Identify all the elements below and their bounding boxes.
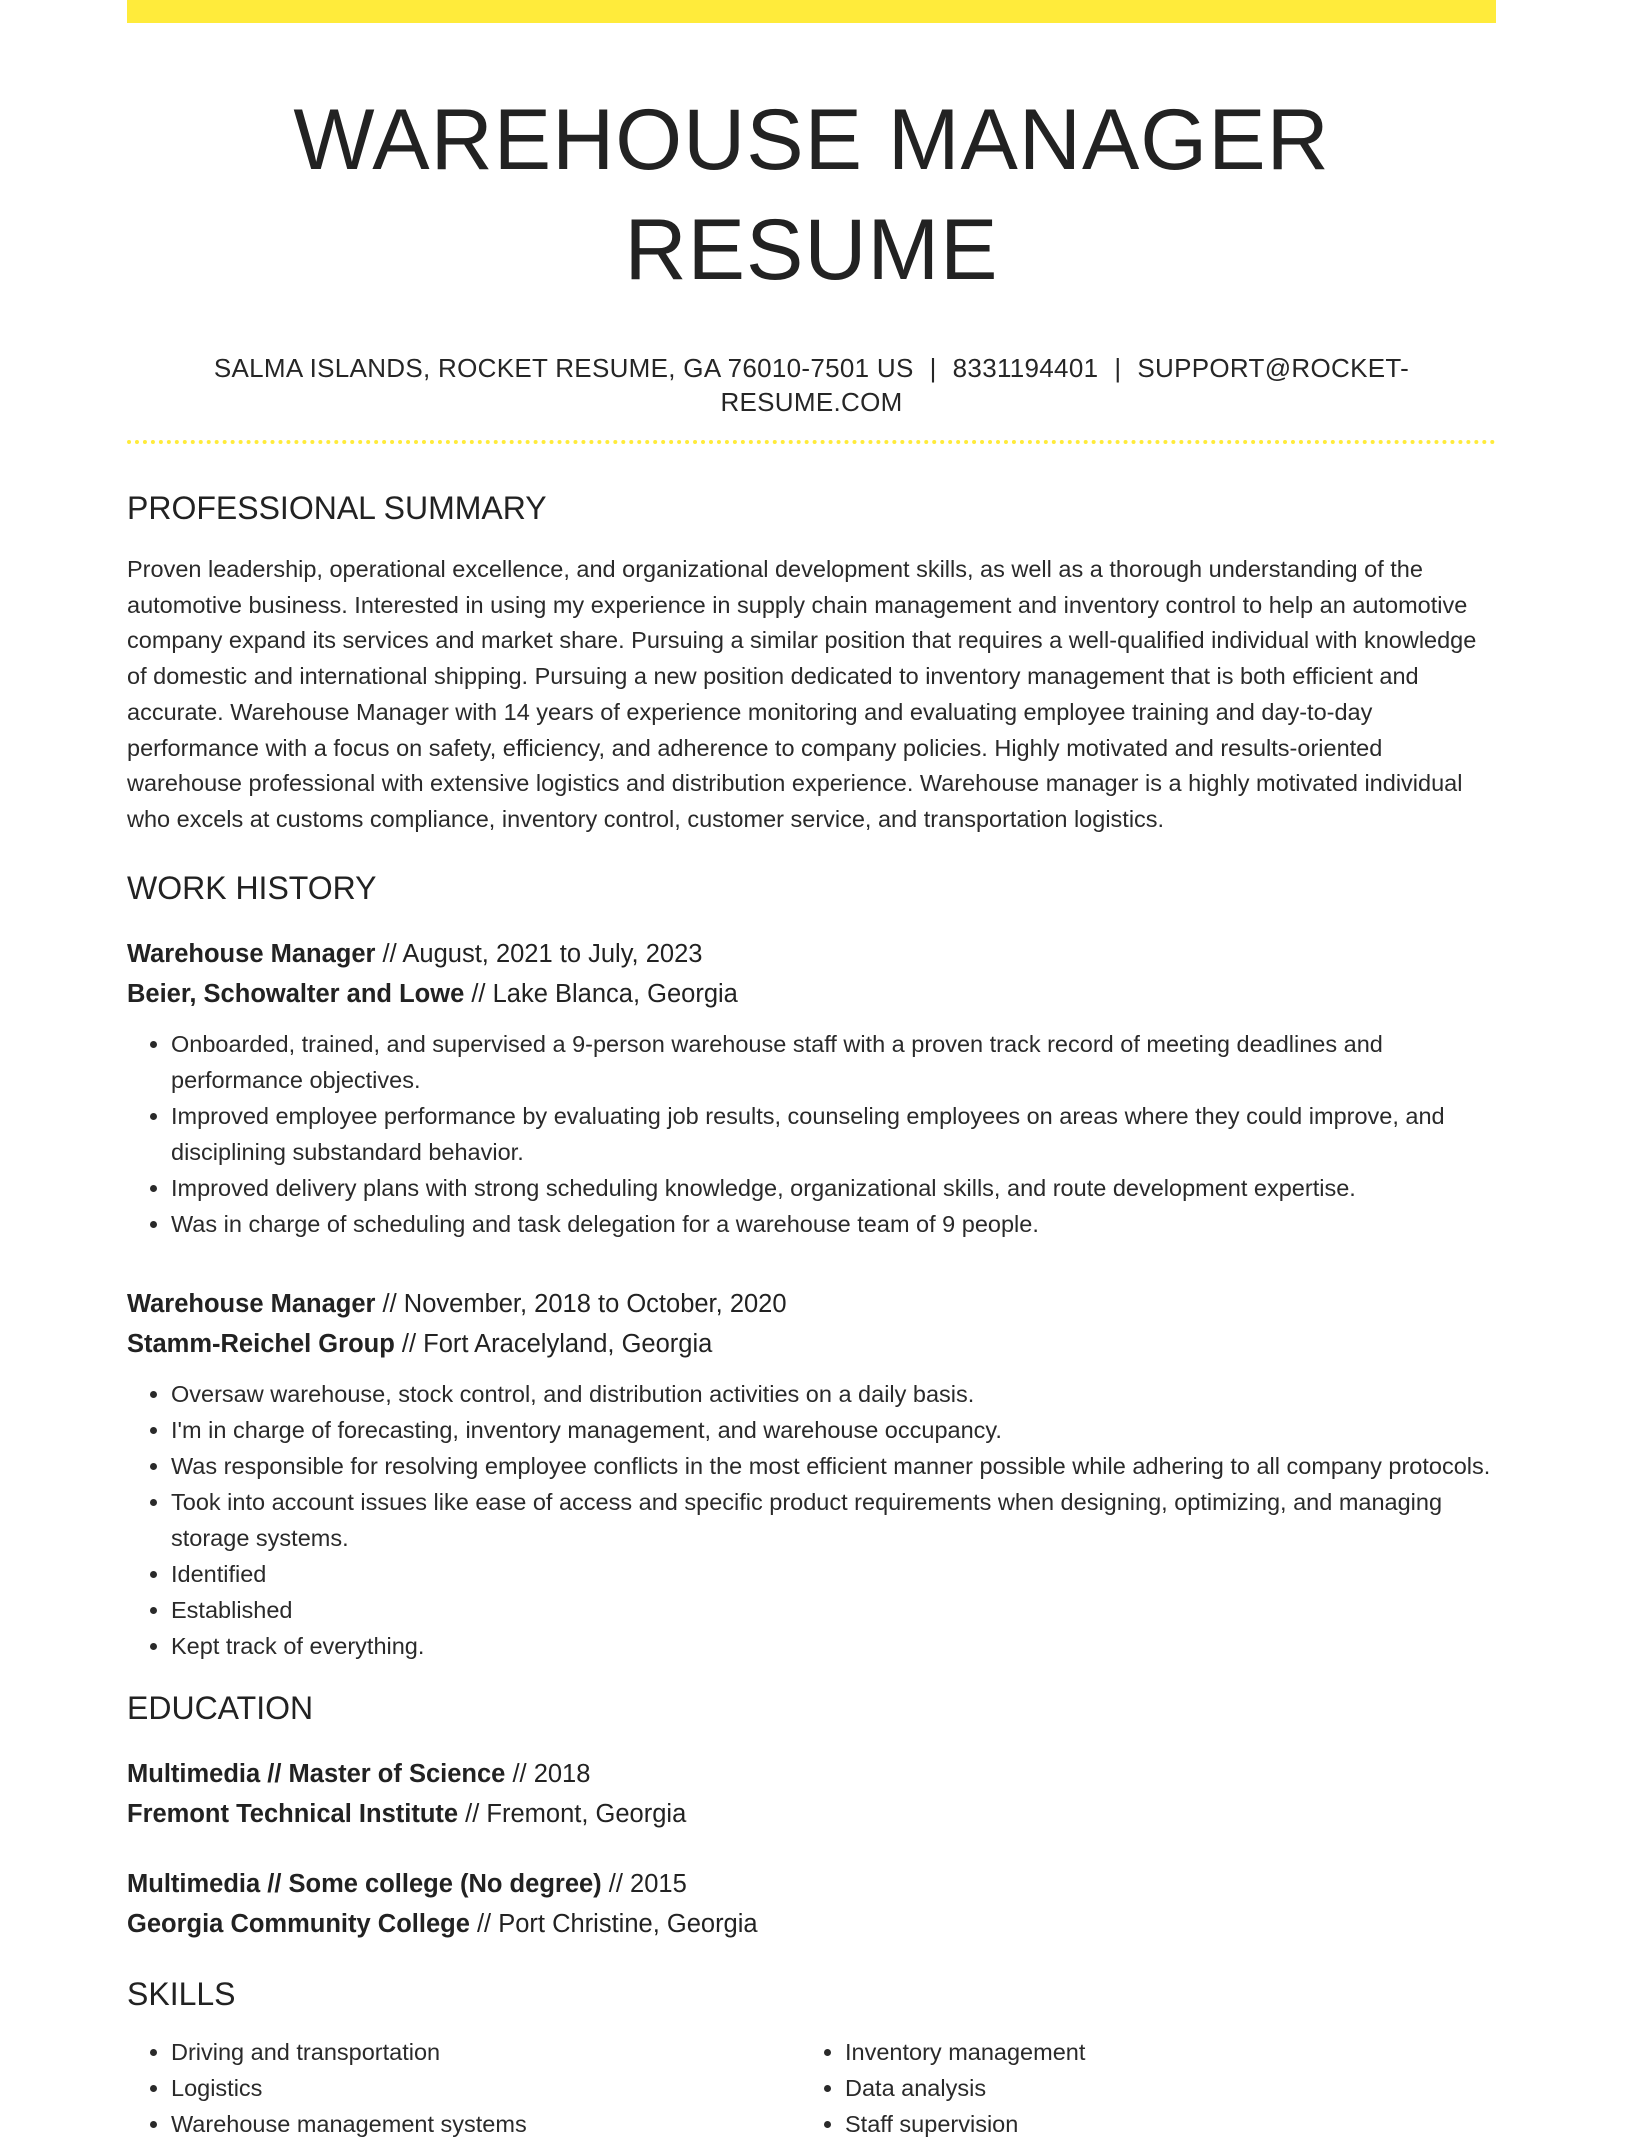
work-history-heading: WORK HISTORY [127, 869, 377, 906]
education-location: // Fremont, Georgia [458, 1799, 687, 1828]
job-bullets [127, 1376, 1496, 1664]
education-year: // 2015 [601, 1869, 687, 1898]
list-item: • Onboarded, trained, and supervised a 9-person warehouse staff with a proven track record of meeting deadlines and performance objectives. [171, 1026, 1496, 1098]
skills-column-left [127, 2034, 801, 2142]
list-item: • Took into account issues like ease of access and specific product requirements when designing, optimizing, and managing storage systems. [171, 1484, 1496, 1556]
skills-column-right [801, 2034, 1475, 2142]
list-item: • Established [171, 1592, 1496, 1628]
job-company: Stamm-Reichel Group [127, 1329, 395, 1358]
skill-item: • Data analysis [845, 2070, 1475, 2106]
summary-heading: PROFESSIONAL SUMMARY [127, 490, 547, 526]
skills-grid [127, 2034, 1496, 2142]
list-item: • Improved delivery plans with strong scheduling knowledge, organizational skills, and route development expertise. [171, 1170, 1496, 1206]
contact-separator: | [929, 353, 937, 383]
job-entry [127, 934, 1496, 1242]
top-accent-bar [127, 0, 1496, 23]
education-location: // Port Christine, Georgia [469, 1909, 758, 1938]
list-item: • Improved employee performance by evaluating job results, counseling employees on areas where they could improve, and disciplining substandard behavior. [171, 1098, 1496, 1170]
education-degree: Multimedia // Some college (No degree) [127, 1869, 602, 1898]
education-degree-line [127, 1754, 1496, 1794]
list-item: • Identified [171, 1556, 1496, 1592]
job-title-line [127, 1284, 1496, 1324]
education-entry [127, 1864, 1496, 1944]
job-entry [127, 1284, 1496, 1664]
contact-phone: 8331194401 [952, 353, 1099, 383]
dotted-divider [127, 440, 1496, 444]
job-company-line [127, 1324, 1496, 1364]
list-item: • Was responsible for resolving employee conflicts in the most efficient manner possible while adhering to all company protocols. [171, 1448, 1496, 1484]
work-history-section [127, 868, 1496, 1664]
education-year: // 2018 [505, 1759, 591, 1788]
education-school-line [127, 1904, 1496, 1944]
skills-heading: SKILLS [127, 1975, 236, 2012]
skill-item: • Staff supervision [845, 2106, 1475, 2142]
list-item: • Was in charge of scheduling and task delegation for a warehouse team of 9 people. [171, 1206, 1496, 1242]
list-item: • I'm in charge of forecasting, inventory management, and warehouse occupancy. [171, 1412, 1496, 1448]
job-company: Beier, Schowalter and Lowe [127, 979, 465, 1008]
job-title-line [127, 934, 1496, 974]
contact-address: SALMA ISLANDS, ROCKET RESUME, GA 76010-7501 US [213, 353, 914, 383]
skill-item: • Warehouse management systems [171, 2106, 801, 2142]
job-title: Warehouse Manager [127, 1289, 376, 1318]
education-degree: Multimedia // Master of Science [127, 1759, 506, 1788]
job-title: Warehouse Manager [127, 939, 376, 968]
resume-content [127, 0, 1496, 2142]
list-item: • Kept track of everything. [171, 1628, 1496, 1664]
job-bullets [127, 1026, 1496, 1242]
education-entry [127, 1754, 1496, 1834]
skill-item: • Logistics [171, 2070, 801, 2106]
skill-item: • Inventory management [845, 2034, 1475, 2070]
education-heading: EDUCATION [127, 1689, 314, 1726]
list-item: • Oversaw warehouse, stock control, and distribution activities on a daily basis. [171, 1376, 1496, 1412]
summary-section [127, 488, 1496, 838]
skill-item: • Driving and transportation [171, 2034, 801, 2070]
education-school: Fremont Technical Institute [127, 1799, 459, 1828]
contact-separator: | [1114, 353, 1122, 383]
job-company-line [127, 974, 1496, 1014]
contact-email: SUPPORT@ROCKET-RESUME.COM [720, 353, 1410, 417]
education-school: Georgia Community College [127, 1909, 470, 1938]
contact-line [127, 351, 1496, 419]
education-degree-line [127, 1864, 1496, 1904]
job-location: // Fort Aracelyland, Georgia [394, 1329, 713, 1358]
job-location: // Lake Blanca, Georgia [464, 979, 738, 1008]
summary-text: Proven leadership, operational excellence, and organizational development skills, as well as a thorough understanding of the automotive business. Interested in using my experience in supply chain management and inventory control to help an automotive company expand its services and market share. Pursuing a similar position that requires a well-qualified individual with knowledge of domestic and international shipping. Pursuing a new position dedicated to inventory management that is both efficient and accurate. Warehouse Manager with 14 years of experience monitoring and evaluating employee training and day-to-day performance with a focus on safety, efficiency, and adherence to company policies. Highly motivated and results-oriented warehouse professional with extensive logistics and distribution experience. Warehouse manager is a highly motivated individual who excels at customs compliance, inventory control, customer service, and transportation logistics. [127, 556, 1477, 832]
job-dates: // August, 2021 to July, 2023 [375, 939, 703, 968]
resume-title: WAREHOUSE MANAGER RESUME [293, 92, 1330, 298]
education-section [127, 1688, 1496, 1944]
job-dates: // November, 2018 to October, 2020 [375, 1289, 787, 1318]
education-school-line [127, 1794, 1496, 1834]
skills-section [127, 1974, 1496, 2142]
